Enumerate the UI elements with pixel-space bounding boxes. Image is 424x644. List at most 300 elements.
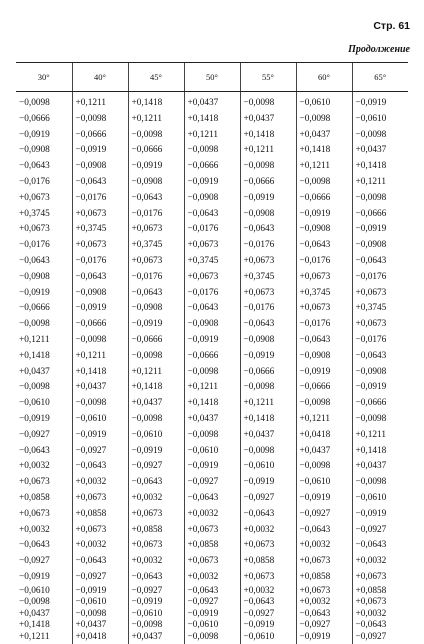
table-row <box>16 333 408 349</box>
table-cell: −0,0098 <box>72 112 128 128</box>
table-cell: +0,3745 <box>240 270 296 286</box>
table-cell: −0,0666 <box>184 349 240 365</box>
table-cell: −0,0098 <box>184 143 240 159</box>
table-row <box>16 459 408 475</box>
table-row <box>16 222 408 238</box>
table-cell: +0,3745 <box>128 238 184 254</box>
table-cell: −0,0643 <box>128 286 184 302</box>
table-cell: +0,0437 <box>296 128 352 144</box>
table-cell: −0,0919 <box>128 317 184 333</box>
table-cell: +0,1418 <box>19 620 50 631</box>
table-cell: +0,0032 <box>72 475 128 491</box>
table-cell: −0,0927 <box>128 459 184 475</box>
table-cell: −0,0643 <box>352 538 408 554</box>
table-row <box>16 507 408 523</box>
table-cell: −0,0610 <box>19 585 50 596</box>
table-cell: +0,0437 <box>72 380 128 396</box>
table-row <box>16 112 408 128</box>
table-cell: +0,1418 <box>19 350 50 361</box>
table-cell: −0,0098 <box>352 475 408 491</box>
table-cell: +0,1211 <box>19 334 50 345</box>
table-cell: −0,0098 <box>19 319 50 330</box>
column-header: 40° <box>72 63 128 92</box>
table-row <box>16 317 408 333</box>
table-cell: −0,0176 <box>240 238 296 254</box>
table-cell: −0,0098 <box>352 128 408 144</box>
table-cell: −0,0643 <box>19 445 50 456</box>
table-cell: +0,0673 <box>184 238 240 254</box>
table-cell: +0,1418 <box>72 365 128 381</box>
table-cell: −0,0098 <box>72 396 128 412</box>
coefficient-table <box>16 62 408 644</box>
table-cell: −0,0666 <box>296 380 352 396</box>
table-cell: −0,0666 <box>240 365 296 381</box>
table-cell: +0,0673 <box>19 224 50 235</box>
table-cell: +0,0437 <box>240 112 296 128</box>
table-cell: −0,0176 <box>19 240 50 251</box>
table-cell: −0,0927 <box>184 597 240 609</box>
table-cell: −0,0610 <box>72 597 128 609</box>
table-cell: −0,0098 <box>184 632 240 644</box>
table-cell: −0,0643 <box>72 554 128 570</box>
table-cell: −0,0098 <box>240 444 296 460</box>
table-cell: −0,0919 <box>352 380 408 396</box>
table-cell: −0,0919 <box>240 349 296 365</box>
table-cell: −0,0098 <box>184 428 240 444</box>
table-cell: −0,0610 <box>184 444 240 460</box>
table-cell: −0,0919 <box>296 491 352 507</box>
table-cell: +0,1418 <box>240 128 296 144</box>
table-cell: −0,0098 <box>128 349 184 365</box>
table-cell: +0,0673 <box>240 538 296 554</box>
table-cell: −0,0610 <box>352 112 408 128</box>
table-cell: −0,0666 <box>128 143 184 159</box>
table-row <box>16 175 408 191</box>
table-cell: +0,0673 <box>128 538 184 554</box>
table-cell: −0,0610 <box>296 475 352 491</box>
table-row <box>16 632 408 644</box>
table-cell: −0,0908 <box>19 145 50 156</box>
table-cell: +0,0858 <box>184 538 240 554</box>
table-cell: +0,0437 <box>184 412 240 428</box>
table-cell: +0,0858 <box>296 570 352 586</box>
table-cell: +0,3745 <box>352 301 408 317</box>
table-cell: +0,0032 <box>240 523 296 539</box>
table-cell: −0,0919 <box>352 92 408 112</box>
table-cell: −0,0098 <box>19 597 50 608</box>
table-cell: +0,0437 <box>352 459 408 475</box>
table-cell: +0,3745 <box>72 222 128 238</box>
table-cell: −0,0098 <box>352 191 408 207</box>
table-cell: −0,0927 <box>240 609 296 621</box>
table-cell: −0,0666 <box>352 207 408 223</box>
table-cell: −0,0098 <box>240 159 296 175</box>
table-row <box>16 491 408 507</box>
table-cell: −0,0643 <box>19 161 50 172</box>
table-cell: −0,0610 <box>240 632 296 644</box>
table-cell: −0,0643 <box>296 523 352 539</box>
table-row <box>16 444 408 460</box>
table-cell: +0,1418 <box>240 412 296 428</box>
table-cell: +0,0032 <box>128 491 184 507</box>
table-cell: −0,0176 <box>352 333 408 349</box>
table-cell: −0,0919 <box>352 507 408 523</box>
table-cell: −0,0908 <box>128 301 184 317</box>
table-cell: −0,0098 <box>184 365 240 381</box>
table-cell: +0,1418 <box>128 92 184 112</box>
table-cell: −0,0666 <box>72 317 128 333</box>
table-cell: −0,0098 <box>296 112 352 128</box>
table-cell: +0,1211 <box>296 412 352 428</box>
table-row <box>16 620 408 632</box>
table-cell: −0,0927 <box>72 570 128 586</box>
table-cell: +0,1418 <box>184 396 240 412</box>
table-cell: −0,0919 <box>128 597 184 609</box>
table-cell: −0,0643 <box>72 175 128 191</box>
table-cell: +0,0032 <box>240 586 296 598</box>
column-header: 30° <box>16 63 72 92</box>
table-cell: +0,1211 <box>184 380 240 396</box>
table-row <box>16 570 408 586</box>
table-cell: +0,1211 <box>128 112 184 128</box>
table-cell: −0,0098 <box>128 128 184 144</box>
table-cell: −0,0666 <box>240 175 296 191</box>
table-body <box>16 92 408 644</box>
table-cell: −0,0666 <box>352 396 408 412</box>
table-row <box>16 159 408 175</box>
table-cell: +0,1418 <box>352 159 408 175</box>
table-cell: −0,0098 <box>19 98 50 108</box>
table-cell: −0,0927 <box>72 444 128 460</box>
table-cell: −0,0908 <box>184 191 240 207</box>
column-header: 55° <box>240 63 296 92</box>
table-cell: −0,0176 <box>19 176 50 187</box>
table-row <box>16 475 408 491</box>
table-cell: +0,1211 <box>352 175 408 191</box>
table-cell: −0,0919 <box>72 428 128 444</box>
table-cell: −0,0919 <box>296 632 352 644</box>
table-cell: −0,0176 <box>184 286 240 302</box>
table-row <box>16 380 408 396</box>
table-cell: −0,0643 <box>128 475 184 491</box>
table-cell: −0,0098 <box>296 459 352 475</box>
table-row <box>16 207 408 223</box>
table-cell: −0,0610 <box>240 459 296 475</box>
table-cell: +0,0437 <box>184 92 240 112</box>
table-cell: −0,0643 <box>128 570 184 586</box>
table-cell: −0,0927 <box>352 523 408 539</box>
table-cell: +0,1211 <box>184 128 240 144</box>
table-cell: −0,0098 <box>72 609 128 621</box>
table-cell: −0,0643 <box>184 301 240 317</box>
table-cell: −0,0610 <box>296 92 352 112</box>
table-cell: −0,0919 <box>184 609 240 621</box>
table-cell: +0,0673 <box>19 508 50 519</box>
table-cell: +0,0858 <box>128 523 184 539</box>
table-row <box>16 349 408 365</box>
table-cell: +0,0032 <box>296 597 352 609</box>
table-cell: −0,0643 <box>240 222 296 238</box>
table-cell: −0,0927 <box>128 586 184 598</box>
table-cell: −0,0919 <box>296 207 352 223</box>
page-number: Стр. 61 <box>373 20 410 32</box>
table-cell: −0,0610 <box>19 398 50 409</box>
table-cell: −0,0908 <box>128 175 184 191</box>
table-cell: +0,0032 <box>19 461 50 472</box>
table-cell: +0,0673 <box>296 586 352 598</box>
table-cell: −0,0908 <box>72 286 128 302</box>
table-cell: −0,0643 <box>19 255 50 266</box>
table-cell: −0,0643 <box>352 349 408 365</box>
table-row <box>16 128 408 144</box>
table-cell: −0,0610 <box>352 491 408 507</box>
table-cell: +0,0673 <box>352 597 408 609</box>
table-cell: −0,0919 <box>19 413 50 424</box>
table-cell: −0,0927 <box>240 491 296 507</box>
table-cell: −0,0919 <box>72 143 128 159</box>
table-cell: −0,0643 <box>296 609 352 621</box>
table-cell: −0,0176 <box>352 270 408 286</box>
table-cell: −0,0908 <box>72 159 128 175</box>
table-row <box>16 597 408 609</box>
table-cell: −0,0098 <box>352 412 408 428</box>
table-cell: −0,0176 <box>128 270 184 286</box>
table-cell: +0,0673 <box>240 570 296 586</box>
table-cell: +0,0437 <box>240 428 296 444</box>
column-header: 50° <box>184 63 240 92</box>
table-cell: +0,0673 <box>72 238 128 254</box>
table-cell: −0,0666 <box>19 303 50 314</box>
table-cell: −0,0666 <box>72 128 128 144</box>
table-cell: −0,0919 <box>240 620 296 632</box>
table-cell: −0,0908 <box>296 222 352 238</box>
table-cell: −0,0610 <box>128 428 184 444</box>
table-cell: −0,0176 <box>184 222 240 238</box>
table-cell: +0,0673 <box>296 301 352 317</box>
table-cell: −0,0610 <box>72 412 128 428</box>
table-row <box>16 238 408 254</box>
table-cell: −0,0919 <box>184 459 240 475</box>
table-cell: +0,0673 <box>72 523 128 539</box>
table-cell: −0,0919 <box>240 191 296 207</box>
table-header <box>16 63 408 92</box>
table-cell: −0,0643 <box>184 207 240 223</box>
table-cell: +0,3745 <box>296 286 352 302</box>
table-cell: +0,0673 <box>128 254 184 270</box>
table-cell: −0,0666 <box>128 333 184 349</box>
table-cell: −0,0919 <box>184 333 240 349</box>
table-cell: −0,0610 <box>128 609 184 621</box>
table-cell: +0,0437 <box>19 366 50 377</box>
table-cell: −0,0098 <box>296 396 352 412</box>
table-cell: −0,0610 <box>184 620 240 632</box>
table-cell: +0,0673 <box>352 317 408 333</box>
table-cell: −0,0908 <box>352 365 408 381</box>
table-cell: +0,1211 <box>240 143 296 159</box>
table-cell: −0,0176 <box>72 254 128 270</box>
table-cell: +0,0673 <box>296 554 352 570</box>
table-cell: +0,0673 <box>352 570 408 586</box>
table-row <box>16 428 408 444</box>
table-cell: −0,0666 <box>296 191 352 207</box>
table-cell: +0,0032 <box>352 554 408 570</box>
table-cell: +0,0437 <box>352 143 408 159</box>
table-row <box>16 609 408 621</box>
table-cell: +0,1211 <box>352 428 408 444</box>
table-cell: +0,0673 <box>352 286 408 302</box>
table-cell: +0,0858 <box>72 507 128 523</box>
column-header: 65° <box>352 63 408 92</box>
table-cell: −0,0908 <box>240 333 296 349</box>
table-cell: +0,0673 <box>128 222 184 238</box>
table-cell: +0,1211 <box>296 159 352 175</box>
table-cell: −0,0098 <box>240 380 296 396</box>
table-cell: +0,3745 <box>184 254 240 270</box>
table-cell: −0,0919 <box>128 159 184 175</box>
table-cell: −0,0919 <box>184 175 240 191</box>
table-cell: −0,0927 <box>352 632 408 644</box>
table-cell: −0,0643 <box>296 238 352 254</box>
table-cell: −0,0919 <box>352 222 408 238</box>
table-cell: −0,0908 <box>296 349 352 365</box>
table-cell: +0,0032 <box>352 609 408 621</box>
table-cell: −0,0098 <box>296 175 352 191</box>
table-cell: −0,0643 <box>19 540 50 551</box>
table-cell: +0,0032 <box>128 554 184 570</box>
table-cell: +0,0673 <box>240 286 296 302</box>
table-cell: +0,0673 <box>72 207 128 223</box>
table-cell: −0,0927 <box>184 475 240 491</box>
table-cell: −0,0643 <box>72 459 128 475</box>
table-cell: −0,0176 <box>240 301 296 317</box>
table-cell: −0,0666 <box>19 113 50 124</box>
table-cell: +0,3745 <box>19 208 50 219</box>
table-cell: −0,0908 <box>240 207 296 223</box>
table-row <box>16 365 408 381</box>
table-cell: −0,0919 <box>72 301 128 317</box>
table-cell: −0,0643 <box>240 317 296 333</box>
table-cell: −0,0919 <box>19 571 50 582</box>
table-cell: +0,0858 <box>19 492 50 503</box>
table-cell: −0,0176 <box>296 254 352 270</box>
table-cell: +0,0418 <box>296 428 352 444</box>
table-cell: +0,1418 <box>352 444 408 460</box>
table-row <box>16 191 408 207</box>
table-cell: +0,0437 <box>72 620 128 632</box>
table-row <box>16 301 408 317</box>
table-cell: −0,0098 <box>128 412 184 428</box>
table-cell: +0,0032 <box>72 538 128 554</box>
table-cell: +0,1211 <box>72 92 128 112</box>
column-header: 45° <box>128 63 184 92</box>
table-row <box>16 523 408 539</box>
table-row <box>16 538 408 554</box>
table-cell: +0,0673 <box>19 192 50 203</box>
table-cell: −0,0643 <box>184 491 240 507</box>
table-cell: −0,0643 <box>72 270 128 286</box>
table-cell: +0,0673 <box>128 507 184 523</box>
continued-label: Продолжение <box>348 44 410 55</box>
table-row <box>16 270 408 286</box>
table-cell: −0,0927 <box>296 507 352 523</box>
table-cell: −0,0098 <box>240 92 296 112</box>
table-cell: −0,0098 <box>128 620 184 632</box>
table-cell: +0,0437 <box>128 396 184 412</box>
table-cell: +0,1211 <box>240 396 296 412</box>
table-cell: −0,0919 <box>240 475 296 491</box>
table-cell: +0,0673 <box>19 477 50 488</box>
table-cell: +0,0437 <box>128 632 184 644</box>
table-cell: +0,0673 <box>296 270 352 286</box>
table-cell: −0,0176 <box>72 191 128 207</box>
column-header: 60° <box>296 63 352 92</box>
table-cell: +0,1211 <box>128 365 184 381</box>
table-cell: −0,0908 <box>184 317 240 333</box>
table-cell: +0,0858 <box>240 554 296 570</box>
table-cell: −0,0927 <box>19 429 50 440</box>
table-row <box>16 143 408 159</box>
table-cell: +0,0032 <box>184 507 240 523</box>
table-row <box>16 586 408 598</box>
table-cell: +0,0032 <box>184 570 240 586</box>
table-row <box>16 286 408 302</box>
table-cell: +0,1418 <box>184 112 240 128</box>
table-cell: +0,0673 <box>184 270 240 286</box>
table-row <box>16 412 408 428</box>
table-cell: −0,0919 <box>72 586 128 598</box>
table-row <box>16 396 408 412</box>
table-cell: −0,0919 <box>128 444 184 460</box>
table-cell: +0,1211 <box>19 632 50 643</box>
table-cell: +0,0437 <box>19 608 50 619</box>
table-cell: +0,0673 <box>240 254 296 270</box>
table-cell: −0,0643 <box>184 586 240 598</box>
table-cell: −0,0643 <box>128 191 184 207</box>
table-cell: −0,0643 <box>296 333 352 349</box>
table-row <box>16 554 408 570</box>
table-cell: −0,0176 <box>296 317 352 333</box>
table-cell: +0,0673 <box>184 554 240 570</box>
table-cell: −0,0643 <box>352 620 408 632</box>
table-cell: −0,0666 <box>184 159 240 175</box>
table-cell: +0,1418 <box>296 143 352 159</box>
table-cell: −0,0927 <box>296 620 352 632</box>
table-cell: −0,0919 <box>19 287 50 298</box>
table-row <box>16 92 408 112</box>
table-cell: −0,0098 <box>19 382 50 393</box>
table-cell: +0,1418 <box>128 380 184 396</box>
table-cell: −0,0643 <box>240 597 296 609</box>
table-cell: −0,0908 <box>19 271 50 282</box>
table-cell: −0,0927 <box>19 556 50 567</box>
table-cell: +0,0673 <box>72 491 128 507</box>
table-cell: −0,0643 <box>352 254 408 270</box>
table-cell: +0,0032 <box>19 524 50 535</box>
table-row <box>16 254 408 270</box>
table-cell: −0,0176 <box>128 207 184 223</box>
header-row <box>16 63 408 92</box>
table-cell: +0,0032 <box>296 538 352 554</box>
table-cell: +0,0437 <box>296 444 352 460</box>
table-cell: −0,0919 <box>19 129 50 140</box>
table-cell: +0,1211 <box>72 349 128 365</box>
table-cell: +0,0858 <box>352 586 408 598</box>
table-cell: −0,0919 <box>296 365 352 381</box>
table-cell: −0,0643 <box>240 507 296 523</box>
table-cell: +0,0673 <box>184 523 240 539</box>
table-cell: −0,0098 <box>72 333 128 349</box>
table-cell: +0,0418 <box>72 632 128 644</box>
